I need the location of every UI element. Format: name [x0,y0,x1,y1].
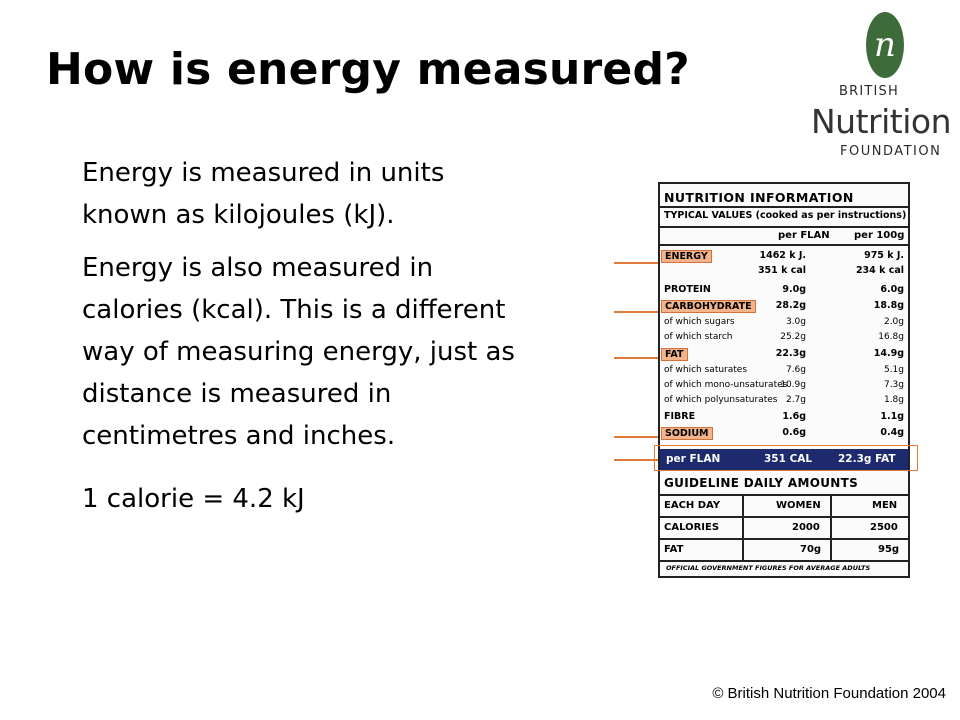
gda-calories-row: CALORIES 2000 2500 [664,522,898,533]
connector-summary [614,459,658,461]
nutrition-panel [658,182,910,578]
row-starch: of which starch 25.2g 16.8g [664,332,904,342]
british-nutrition-foundation-logo [808,8,956,158]
gda-footnote: OFFICIAL GOVERNMENT FIGURES FOR AVERAGE ADULTS [666,564,871,572]
summary-label: per FLAN [666,453,721,465]
row-mono-unsaturates: of which mono-unsaturates 10.9g 7.3g [664,380,904,390]
row-fat: FAT 22.3g 14.9g [664,348,906,363]
copyright-notice: © British Nutrition Foundation 2004 [712,685,946,702]
nutrition-leaf-icon [864,10,906,80]
logo-nutrition: Nutrition [811,102,951,141]
paragraph-kilojoules: Energy is measured in units known as kilojoules (kJ). [82,158,445,230]
logo-mark-letter: n [874,25,896,65]
slide-body [82,152,532,520]
summary-cal: 351 CAL [764,453,813,465]
row-saturates: of which saturates 7.6g 5.1g [664,365,904,375]
row-energy-kj: ENERGY 1462 k J. 975 k J. [664,250,906,265]
gda-header-row: EACH DAY WOMEN MEN [664,500,898,511]
row-fibre: FIBRE 1.6g 1.1g [664,411,904,422]
gda-fat-row: FAT 70g 95g [664,544,900,555]
logo-british: BRITISH [839,84,899,99]
row-polyunsaturates: of which polyunsaturates 2.7g 1.8g [664,395,904,405]
row-energy-kcal: 351 k cal 234 k cal [757,265,904,276]
col-per-flan: per FLAN [778,230,830,241]
gda-heading: GUIDELINE DAILY AMOUNTS [664,476,859,490]
row-sodium: SODIUM 0.6g 0.4g [664,427,906,442]
summary-highlight [654,445,918,471]
panel-subheading: TYPICAL VALUES (cooked as per instructions) [664,210,907,221]
page-title: How is energy measured? [46,44,690,95]
conversion-formula: 1 calorie = 4.2 kJ [82,484,305,514]
row-sugars: of which sugars 3.0g 2.0g [664,317,904,327]
logo-foundation: FOUNDATION [840,144,942,159]
row-carbohydrate: CARBOHYDRATE 28.2g 18.8g [664,300,906,315]
col-per-100g: per 100g [854,230,905,241]
row-name: ENERGY [661,250,712,263]
paragraph-calories: Energy is also measured in calories (kcal). This is a different way of measuring energy, just as distance is measured in centimetres and inches. [82,253,515,451]
summary-fat: 22.3g FAT [838,453,896,465]
nutrition-label-image [614,182,918,580]
row-protein: PROTEIN 9.0g 6.0g [664,284,904,295]
panel-heading: NUTRITION INFORMATION [664,190,854,205]
